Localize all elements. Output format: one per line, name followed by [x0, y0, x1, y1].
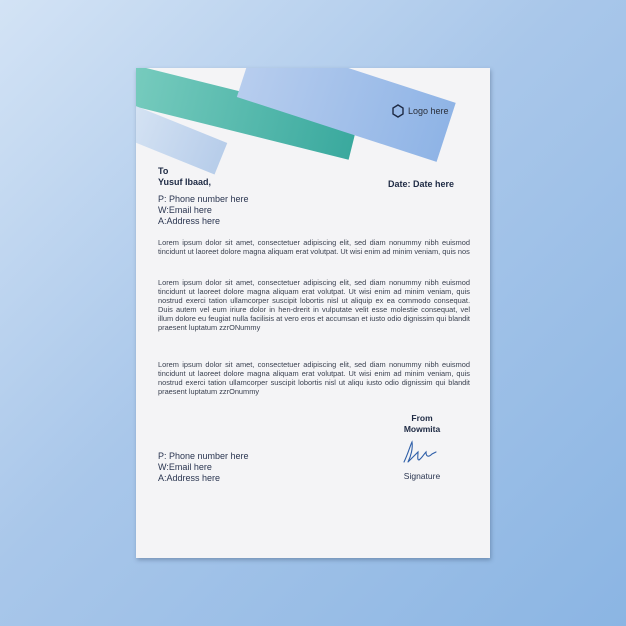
recipient-to-label: To [158, 166, 169, 176]
sender-email: W:Email here [158, 462, 212, 472]
recipient-phone: P: Phone number here [158, 194, 249, 204]
signature-scribble-icon [402, 440, 438, 466]
logo [392, 104, 449, 118]
hexagon-logo-icon [392, 104, 404, 118]
sender-block [392, 413, 452, 435]
sender-from-label: From [411, 413, 433, 423]
recipient-block [158, 166, 211, 188]
signature-label: Signature [403, 471, 441, 481]
body-paragraph-2: Lorem ipsum dolor sit amet, consectetuer adipiscing elit, sed diam nonummy nibh euismod tincidunt ut laoreet dolore magna aliquam erat volutpat. Ut wisi enim ad minim veniam, quis nostrud exerci tation ullamcorper suscipit lobortis nisl ut aliquip ex ea commodo consequat. Duis autem vel eum iriure dolor in hen-drerit in vulputate velit esse molestie consequat, vel illum dolore eu feugiat nulla facilisis at vero eros et accumsan et iusto odio dignissim qui blandit praesent luptatum zzrONummy [158, 278, 470, 332]
recipient-email: W:Email here [158, 205, 212, 215]
recipient-address: A:Address here [158, 216, 221, 226]
body-paragraph-3: Lorem ipsum dolor sit amet, consectetuer adipiscing elit, sed diam nonummy nibh euismod tincidunt ut laoreet dolore magna aliquam erat volutpat. Ut wisi enim ad minim veniam, quis nostrud exerci tation ullamcorper suscipit lobortis nisl ut aliqu iusto odio dignissim qui blandit praesent luptatum zzrOnummy [158, 360, 470, 396]
letterhead-page [136, 68, 490, 558]
sender-address: A:Address here [158, 473, 221, 483]
date-line: Date: Date here [388, 179, 455, 189]
body-paragraph-1: Lorem ipsum dolor sit amet, consectetuer adipiscing elit, sed diam nonummy nibh euismod tincidunt ut laoreet dolore magna aliquam erat volutpat. Ut wisi enim ad minim veniam, quis nos [158, 238, 470, 256]
recipient-name: Yusuf Ibaad, [158, 177, 212, 187]
sender-phone: P: Phone number here [158, 451, 249, 461]
recipient-contact [158, 194, 249, 227]
sender-contact [158, 451, 249, 484]
sender-name: Mowmita [403, 424, 441, 434]
logo-text: Logo here [408, 106, 449, 116]
